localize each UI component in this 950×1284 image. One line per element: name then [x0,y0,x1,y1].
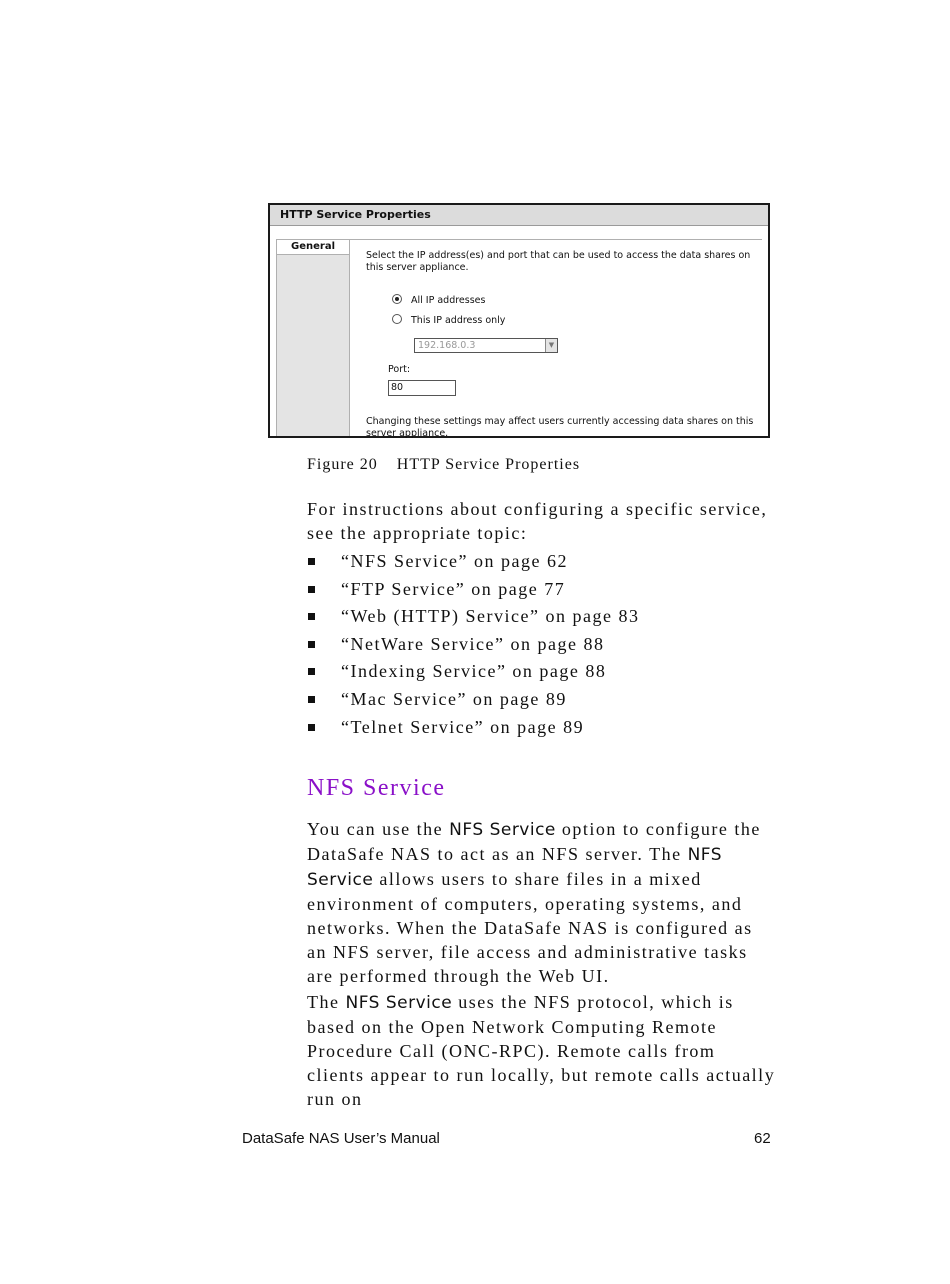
radio-this-ip-only[interactable] [392,314,402,324]
footer-manual-title: DataSafe NAS User’s Manual [242,1130,440,1147]
list-item[interactable] [307,631,639,659]
list-item-text: “Telnet Service” on page 89 [341,716,585,737]
ip-address-value: 192.168.0.3 [418,340,476,351]
list-item[interactable] [307,686,639,714]
ui-term: NFS Service [345,993,453,1013]
bullet-square-icon [308,696,315,703]
window-title: HTTP Service Properties [270,205,768,226]
radio-this-ip-label: This IP address only [411,315,506,326]
list-item-text: “Indexing Service” on page 88 [341,661,607,682]
tab-sidebar [276,254,350,436]
bullet-square-icon [308,558,315,565]
ui-term: NFS Service [449,820,556,840]
list-item[interactable] [307,576,639,604]
ip-address-select[interactable] [414,338,558,353]
list-item[interactable] [307,714,639,742]
list-item[interactable] [307,603,639,631]
list-item[interactable] [307,548,639,576]
text-span: allows users to share files in a mixed environment of computers, operating systems, and networks. When the DataSafe NAS is configured as an NFS server, file access and administrative tasks are performed through the Web UI. [307,869,753,986]
list-item[interactable] [307,658,639,686]
text-span: uses the NFS protocol, which is based on the Open Network Computing Remote Procedure Call (ONC-RPC). Remote calls from clients appear to run locally, but remote calls actually run on [307,992,776,1109]
bullet-square-icon [308,724,315,731]
http-service-properties-figure [268,203,770,438]
section-heading: NFS Service [307,775,446,801]
radio-all-ip-addresses[interactable] [392,294,402,304]
radio-this-ip-row[interactable] [392,314,505,328]
nfs-paragraph-2 [307,990,777,1111]
list-item-text: “NFS Service” on page 62 [341,551,568,571]
intro-paragraph: For instructions about configuring a specific service, see the appropriate topic: [307,499,768,543]
ui-term: NFS Service [307,845,723,890]
list-item-text: “Web (HTTP) Service” on page 83 [341,606,640,627]
bullet-square-icon [308,613,315,620]
footer-page-number: 62 [754,1130,771,1147]
bullet-square-icon [308,641,315,648]
bullet-square-icon [308,586,315,593]
dialog-body [276,239,762,439]
bullet-square-icon [308,668,315,675]
figure-title: HTTP Service Properties [396,456,581,473]
list-item-text: “NetWare Service” on page 88 [341,633,605,654]
dialog-content [366,250,758,439]
figure-number: Figure 20 [307,456,378,473]
text-span: You can use the [307,819,450,839]
port-label: Port: [388,364,411,375]
radio-all-ip-label: All IP addresses [411,295,486,306]
service-topic-list [307,548,639,741]
list-item-text: “Mac Service” on page 89 [341,688,567,709]
settings-warning-text: Changing these settings may affect users currently accessing data shares on this server appliance. [366,416,754,439]
dialog-intro-text: Select the IP address(es) and port that can be used to access the data shares on this server appliance. [366,250,751,273]
nfs-paragraph-1 [307,817,777,988]
radio-all-ip-row[interactable] [392,294,485,308]
text-span: option to configure the DataSafe NAS to act as an NFS server. The [307,819,761,864]
port-input[interactable]: 80 [388,380,456,396]
figure-caption [307,456,580,474]
text-span: The [307,992,346,1012]
list-item-text: “FTP Service” on page 77 [341,578,566,599]
tab-general[interactable]: General [276,240,350,255]
chevron-down-icon[interactable]: ▼ [545,339,557,352]
